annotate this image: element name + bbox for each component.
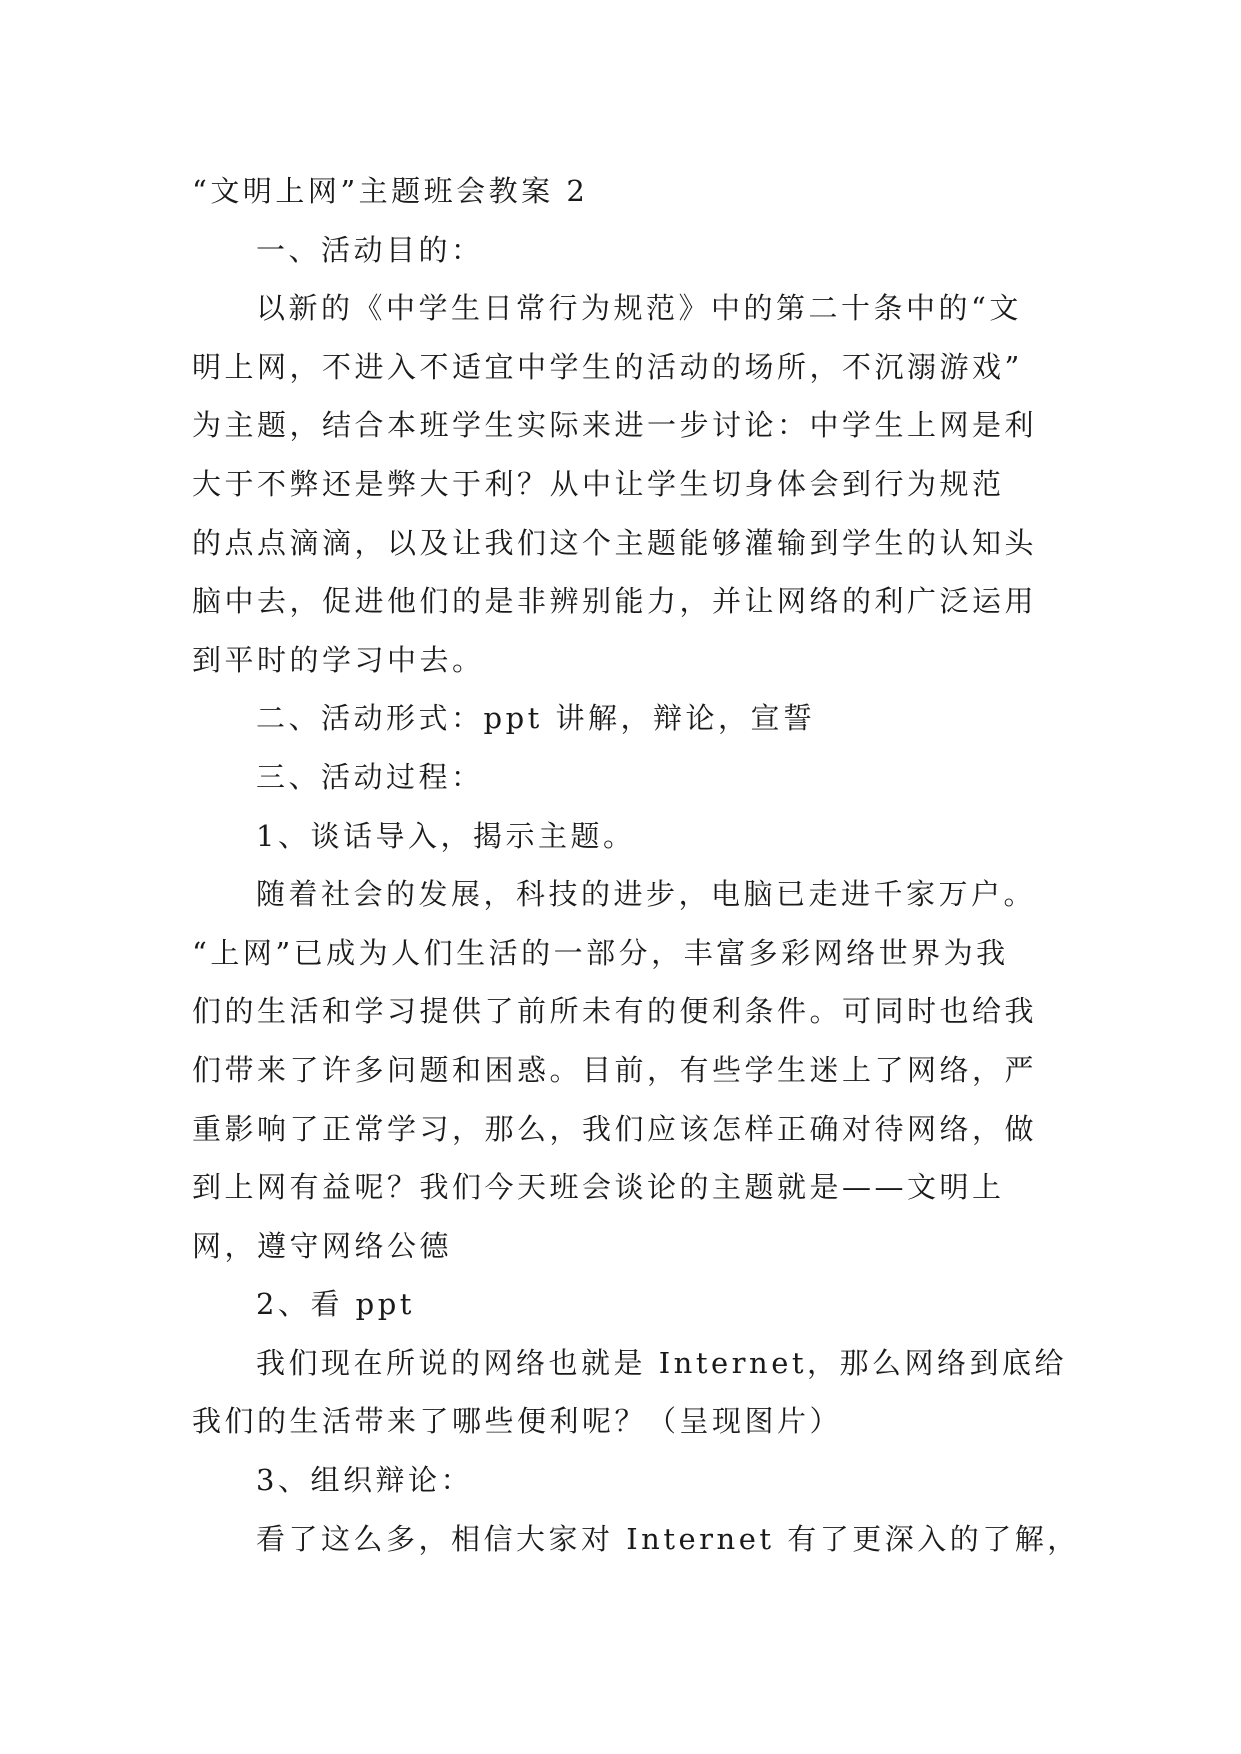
paragraph-line: 重影响了正常学习，那么，我们应该怎样正确对待网络，做	[192, 1111, 1038, 1146]
document-body	[192, 162, 1080, 1568]
paragraph-line: 以新的《中学生日常行为规范》中的第二十条中的“文	[256, 291, 1022, 326]
paragraph-line: “上网”已成为人们生活的一部分，丰富多彩网络世界为我	[192, 935, 1009, 970]
paragraph-line: 到平时的学习中去。	[192, 642, 485, 677]
paragraph-line: 的点点滴滴，以及让我们这个主题能够灌输到学生的认知头	[192, 525, 1038, 560]
paragraph-line: 我们现在所说的网络也就是 Internet，那么网络到底给	[256, 1345, 1068, 1380]
document-title: “文明上网”主题班会教案 2	[192, 174, 589, 208]
paragraph-line: 到上网有益呢？我们今天班会谈论的主题就是——文明上	[192, 1170, 1005, 1205]
paragraph-line: 随着社会的发展，科技的进步，电脑已走进千家万户。	[256, 877, 1037, 912]
subsection-heading: 3、组织辩论：	[256, 1463, 473, 1498]
paragraph-line: 们带来了许多问题和困惑。目前，有些学生迷上了网络，严	[192, 1052, 1038, 1087]
paragraph-line: 我们的生活带来了哪些便利呢？（呈现图片）	[192, 1404, 843, 1439]
paragraph-line: 网，遵守网络公德	[192, 1228, 453, 1263]
paragraph-line: 大于不弊还是弊大于利？从中让学生切身体会到行为规范	[192, 466, 1005, 501]
paragraph-line: 们的生活和学习提供了前所未有的便利条件。可同时也给我	[192, 994, 1038, 1029]
subsection-heading: 1、谈话导入，揭示主题。	[256, 818, 636, 853]
section-heading: 一、活动目的：	[256, 232, 484, 267]
section-heading: 二、活动形式：ppt 讲解，辩论，宣誓	[256, 701, 816, 736]
paragraph-line: 脑中去，促进他们的是非辨别能力，并让网络的利广泛运用	[192, 584, 1038, 619]
paragraph-line: 看了这么多，相信大家对 Internet 有了更深入的了解，	[256, 1521, 1080, 1556]
section-heading: 三、活动过程：	[256, 759, 484, 794]
paragraph-line: 明上网，不进入不适宜中学生的活动的场所，不沉溺游戏”	[192, 349, 1023, 384]
subsection-heading: 2、看 ppt	[256, 1287, 415, 1322]
paragraph-line: 为主题，结合本班学生实际来进一步讨论：中学生上网是利	[192, 408, 1038, 443]
